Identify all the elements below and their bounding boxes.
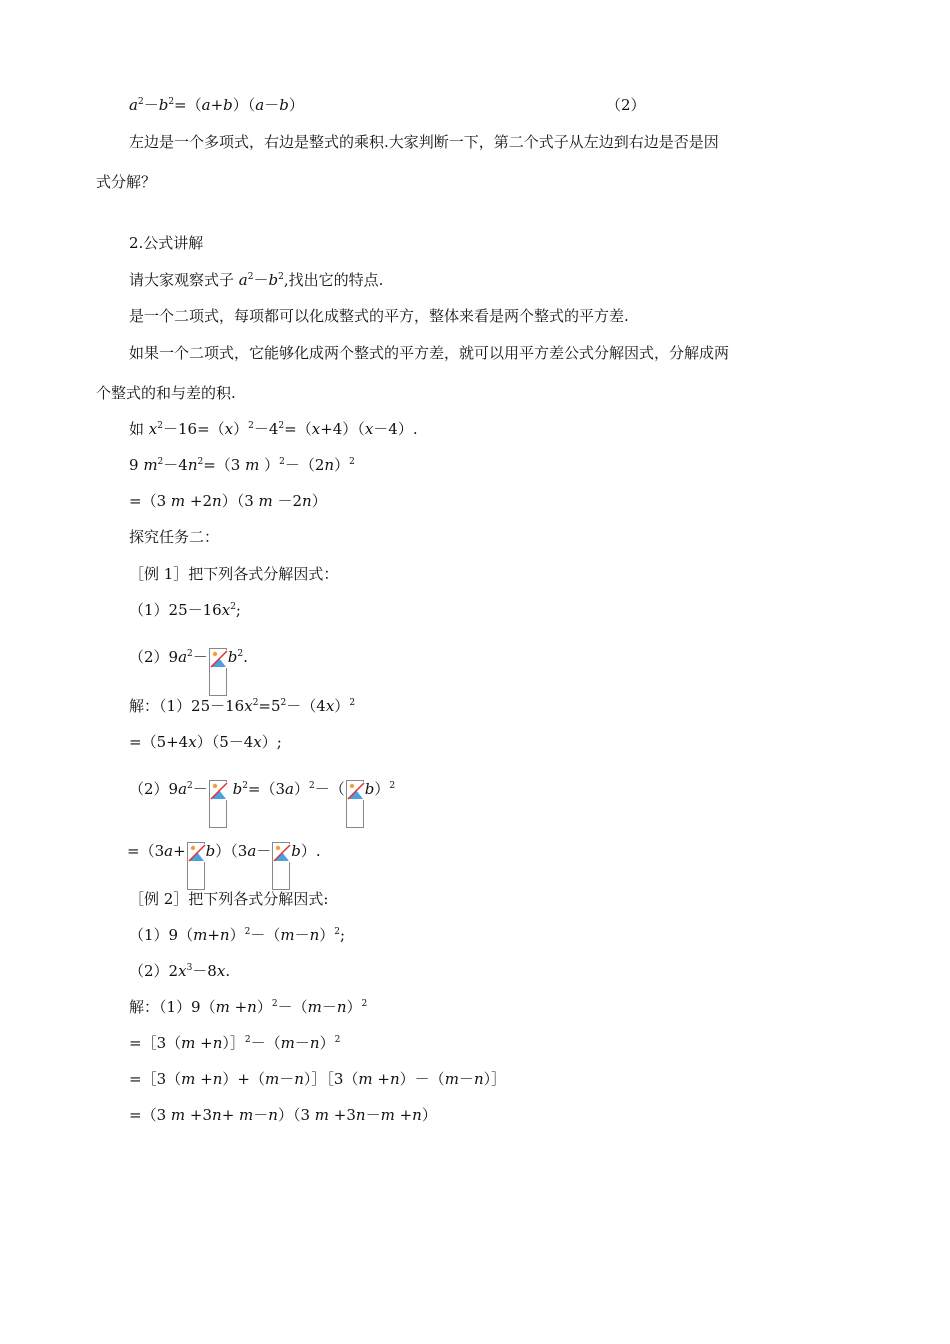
- example-heading: ［例 2］把下列各式分解因式:: [129, 890, 329, 908]
- section-heading: 2.公式讲解: [129, 234, 204, 252]
- example-heading: ［例 1］把下列各式分解因式：: [129, 565, 339, 583]
- formula-line-2: $a^2-b^2=(a+b)(a-b)$: [129, 96, 304, 114]
- broken-image-icon: [209, 648, 227, 696]
- paragraph-line: 如果一个二项式，它能够化成两个整式的平方差，就可以用平方差公式分解因式，分解成两: [129, 344, 730, 362]
- solution-line: 解：$(1)9(m +n)^2-(m-n)^2$: [129, 998, 368, 1016]
- broken-image-icon: [209, 780, 227, 828]
- solution-line: 解：$(1)25-16x^2=5^2-(4x)^2$: [129, 697, 356, 715]
- equation-number: （2）: [606, 96, 646, 114]
- example-formula: 如 $x^2-16=(x)^2-4^2=(x+4)(x-4)$.: [129, 420, 418, 438]
- solution-line: =（5+4x）（5－4x）;: [129, 733, 282, 751]
- solution-line: $(2)9a^2-$ $b^2=(3a)^2-$（ b）$^2$: [129, 779, 395, 828]
- exercise-item: $(1)9(m+n)^2-(m-n)^2$;: [129, 926, 346, 944]
- paragraph-line: 式分解？: [96, 173, 157, 191]
- example-formula: =（3 m +2n）（3 m －2n）: [129, 492, 327, 510]
- exercise-item: $(2)9a^2-$ $b^2$.: [129, 647, 248, 696]
- solution-line: =（3a+ b）（3a－ b）.: [127, 841, 321, 890]
- section-heading: 探究任务二：: [129, 528, 220, 546]
- paragraph-line: 是一个二项式，每项都可以化成整式的平方，整体来看是两个整式的平方差.: [129, 307, 629, 325]
- broken-image-icon: [187, 842, 205, 890]
- paragraph-line: 个整式的和与差的积.: [96, 384, 236, 402]
- broken-image-icon: [346, 780, 364, 828]
- exercise-item: $(1)25-16x^2$;: [129, 601, 241, 619]
- exercise-item: $(2)2x^3-8x$.: [129, 962, 231, 980]
- paragraph-line: 请大家观察式子 $a^2-b^2$,找出它的特点.: [129, 271, 384, 289]
- solution-line: =［3（m +n）+（m－n）］［3（m +n）－（m－n）］: [129, 1070, 507, 1088]
- paragraph-line: 左边是一个多项式，右边是整式的乘积.大家判断一下，第二个式子从左边到右边是否是因: [129, 133, 719, 151]
- broken-image-icon: [272, 842, 290, 890]
- solution-line: =（3 m +3n+ m－n）（3 m +3n－m +n）: [129, 1106, 437, 1124]
- solution-line: =［3（m $+n)]^2-(m-n)^2$: [129, 1034, 341, 1052]
- example-formula: 9 $m^2-4n^2=(3$ m ）$^2-(2n)^2$: [129, 456, 355, 474]
